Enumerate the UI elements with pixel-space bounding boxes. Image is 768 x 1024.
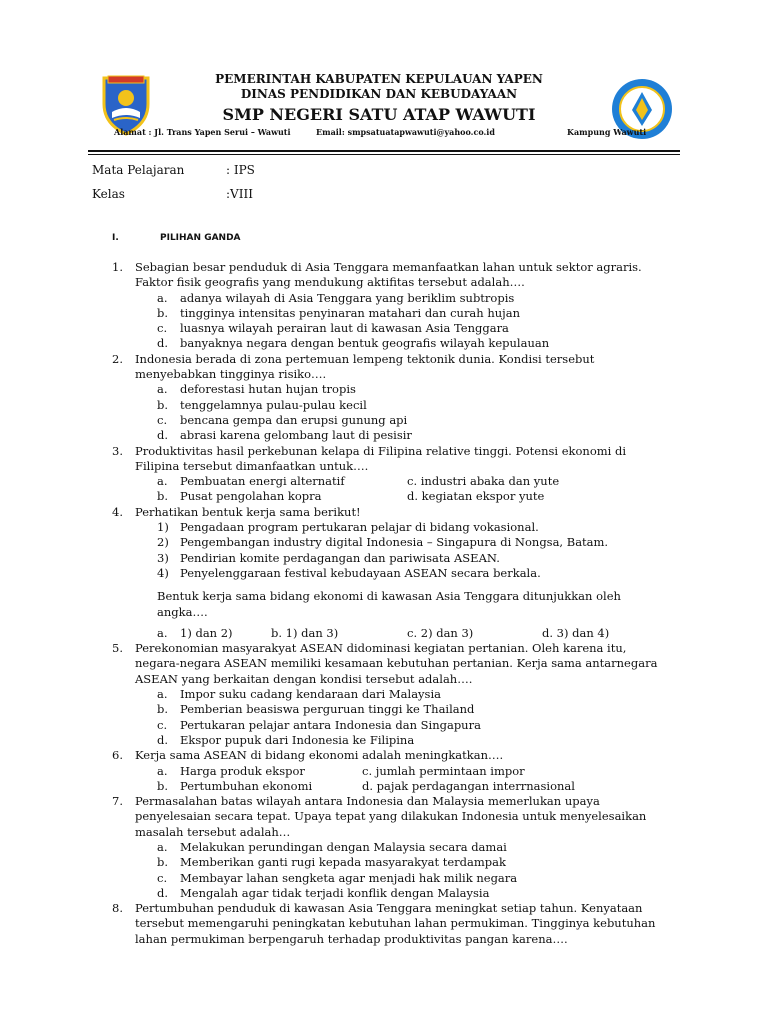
question-2 bbox=[0, 352, 768, 444]
question-1 bbox=[0, 260, 768, 352]
options-row-bd: b. Pusat pengolahan kopra d. kegiatan ekspor yute bbox=[157, 489, 545, 504]
question-number: 6. bbox=[112, 748, 123, 763]
letterhead-rule-thin bbox=[88, 154, 680, 155]
option-c: c. bencana gempa dan erupsi gunung api bbox=[157, 412, 408, 427]
question-number: 1. bbox=[112, 260, 123, 274]
question-text: Indonesia berada di zona pertemuan lempeng tektonik dunia. Kondisi tersebut menyebabkan tingginya risiko…. bbox=[135, 351, 595, 382]
letterhead-rule-thick bbox=[88, 150, 680, 152]
government-name: PEMERINTAH KABUPATEN KEPULAUAN YAPEN bbox=[215, 72, 543, 86]
letterhead-contact bbox=[0, 127, 768, 141]
statement-2: 2) Pengembangan industry digital Indonesia – Singapura di Nongsa, Batam. bbox=[157, 535, 609, 550]
statement-1: 1) Pengadaan program pertukaran pelajar di bidang vokasional. bbox=[157, 520, 539, 535]
question-6 bbox=[0, 748, 768, 794]
options-row-bd: b. Pertumbuhan ekonomi d. pajak perdagangan interrnasional bbox=[157, 778, 575, 793]
class-value: :VIII bbox=[226, 187, 253, 201]
option-a: a. deforestasi hutan hujan tropis bbox=[157, 382, 356, 397]
school-email: Email: smpsatuatapwawuti@yahoo.co.id bbox=[316, 127, 495, 137]
option-c: c. Membayar lahan sengketa agar menjadi hak milik negara bbox=[157, 870, 518, 885]
question-5 bbox=[0, 641, 768, 748]
option-d: d. Ekspor pupuk dari Indonesia ke Filipina bbox=[157, 732, 415, 747]
question-number: 5. bbox=[112, 641, 123, 656]
question-text: Kerja sama ASEAN di bidang ekonomi adalah meningkatkan…. bbox=[135, 748, 504, 763]
question-text: Permasalahan batas wilayah antara Indonesia dan Malaysia memerlukan upaya penyelesaian secara tepat. Upaya tepat yang dilakukan Indonesia untuk menyelesaikan masalah tersebut adalah… bbox=[135, 794, 647, 839]
option-b: b. Pemberian beasiswa perguruan tinggi ke Thailand bbox=[157, 702, 475, 717]
option-d: d. Mengalah agar tidak terjadi konflik dengan Malaysia bbox=[157, 885, 490, 900]
option-d: d. abrasi karena gelombang laut di pesisir bbox=[157, 428, 412, 443]
option-a: a. Impor suku cadang kendaraan dari Malaysia bbox=[157, 687, 441, 702]
section-title: PILIHAN GANDA bbox=[160, 233, 241, 243]
question-3 bbox=[0, 444, 768, 505]
option-b: b. Memberikan ganti rugi kepada masyarakyat terdampak bbox=[157, 855, 506, 870]
option-c: c. luasnya wilayah perairan laut di kawasan Asia Tenggara bbox=[157, 321, 509, 336]
question-prompt: Bentuk kerja sama bidang ekonomi di kawasan Asia Tenggara ditunjukkan oleh angka…. bbox=[157, 589, 621, 619]
question-number: 2. bbox=[112, 351, 123, 366]
letterhead-text bbox=[162, 72, 596, 126]
question-text: Perekonomian masyarakyat ASEAN didominasi kegiatan pertanian. Oleh karena itu, negara-negara ASEAN memiliki kesamaan kebutuhan pertanian. Kerja sama antarnegara ASEAN yang berkaitan dengan kondisi tersebut adalah…. bbox=[135, 641, 658, 686]
question-text: Perhatikan bentuk kerja sama berikut! bbox=[135, 504, 361, 519]
statement-4: 4) Penyelenggaraan festival kebudayaan ASEAN secara berkala. bbox=[157, 565, 541, 580]
options-row-ac: a. Harga produk ekspor c. jumlah permintaan impor bbox=[157, 763, 525, 778]
question-text: Pertumbuhan penduduk di kawasan Asia Tenggara meningkat setiap tahun. Kenyataan tersebut memengaruhi peningkatan kebutuhan lahan permukiman. Tingginya kebutuhan lahan permukiman berpengaruh terhadap produktivitas pangan karena…. bbox=[135, 901, 656, 946]
question-7 bbox=[0, 794, 768, 901]
question-number: 4. bbox=[112, 504, 123, 519]
question-8 bbox=[0, 901, 768, 947]
statement-3: 3) Pendirian komite perdagangan dan pariwisata ASEAN. bbox=[157, 550, 500, 565]
subject-value: : IPS bbox=[226, 163, 255, 177]
question-4 bbox=[0, 505, 768, 641]
options-row-ac: a. Pembuatan energi alternatif c. industri abaka dan yute bbox=[157, 474, 560, 489]
question-number: 7. bbox=[112, 794, 123, 809]
option-b: b. tenggelamnya pulau-pulau kecil bbox=[157, 397, 367, 412]
section-number: I. bbox=[112, 233, 119, 243]
option-a: a. adanya wilayah di Asia Tenggara yang beriklim subtropis bbox=[157, 290, 515, 305]
department-name: DINAS PENDIDIKAN DAN KEBUDAYAAN bbox=[240, 87, 518, 101]
option-c: c. Pertukaran pelajar antara Indonesia dan Singapura bbox=[157, 717, 481, 732]
question-text: Produktivitas hasil perkebunan kelapa di Filipina relative tinggi. Potensi ekonomi di Filipina tersebut dimanfaatkan untuk…. bbox=[135, 443, 627, 473]
option-d: d. banyaknya negara dengan bentuk geografis wilayah kepulauan bbox=[157, 336, 550, 351]
question-text: Sebagian besar penduduk di Asia Tenggara memanfaatkan lahan untuk sektor agraris. Faktor fisik geografis yang mendukung aktifitas tersebut adalah…. bbox=[135, 260, 642, 290]
question-number: 8. bbox=[112, 901, 123, 916]
school-address: Alamat : Jl. Trans Yapen Serui – Wawuti bbox=[114, 127, 291, 137]
question-list bbox=[0, 260, 768, 947]
school-village: Kampung Wawuti bbox=[567, 127, 647, 137]
options-row: a. 1) dan 2) b. 1) dan 3) c. 2) dan 3) d. 3) dan 4) bbox=[157, 625, 610, 640]
class-label: Kelas bbox=[92, 187, 125, 201]
option-b: b. tingginya intensitas penyinaran matahari dan curah hujan bbox=[157, 305, 520, 320]
question-number: 3. bbox=[112, 443, 123, 458]
school-name: SMP NEGERI SATU ATAP WAWUTI bbox=[222, 105, 536, 124]
option-a: a. Melakukan perundingan dengan Malaysia secara damai bbox=[157, 839, 507, 854]
subject-label: Mata Pelajaran bbox=[92, 163, 185, 177]
